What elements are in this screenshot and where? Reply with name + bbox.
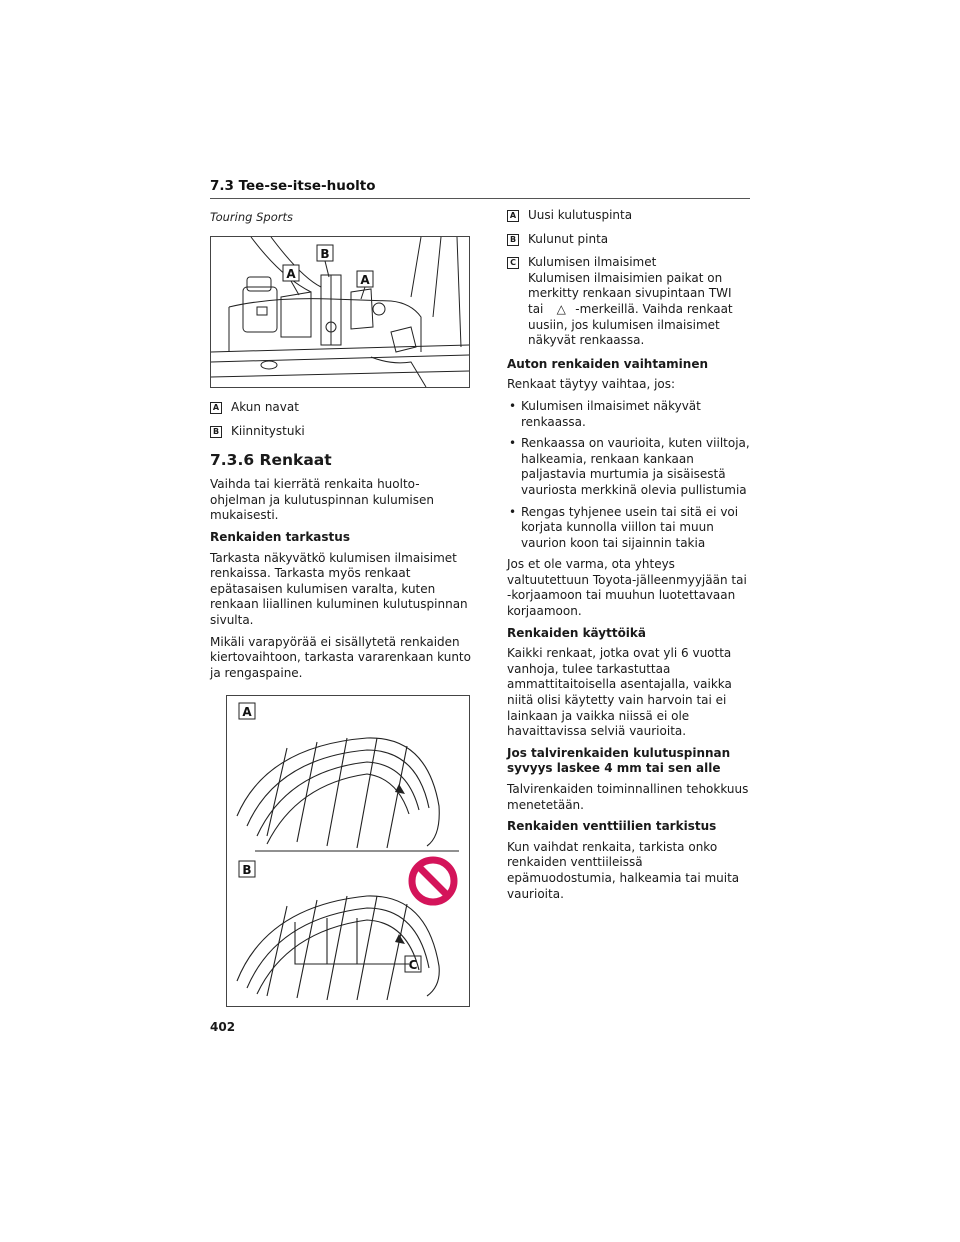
indicators-line1: Kulumisen ilmaisimet	[528, 255, 657, 270]
engine-bay-drawing	[211, 237, 469, 387]
legend-item-new-tread	[507, 208, 752, 224]
intro-paragraph: Vaihda tai kierrätä renkaita huolto-ohjelman ja kulutuspinnan kulumisen mukaisesti.	[210, 477, 434, 523]
legend-text-b: Kiinnitystuki	[231, 423, 305, 438]
legend-text-worn: Kulunut pinta	[528, 231, 609, 246]
legend-key-b: B	[210, 426, 222, 438]
indicators-line2: Kulumisen ilmaisimien paikat on merkitty renkaan sivupintaan TWI	[528, 270, 732, 301]
section-header: 7.3 Tee-se-itse-huolto	[210, 178, 750, 199]
tire-tread-drawing	[227, 696, 469, 1006]
section-heading: 7.3.6 Renkaat	[210, 451, 332, 470]
inspection-title: Renkaiden tarkastus	[210, 529, 350, 544]
legend-item-worn-tread	[507, 232, 752, 248]
legend-key-indicators: C	[507, 257, 519, 269]
right-column	[507, 208, 752, 908]
left-column	[210, 210, 472, 687]
fig2-label-b: B	[242, 863, 252, 877]
legend-key-new: A	[507, 210, 519, 222]
tread-illustration	[226, 695, 470, 1007]
bullet-text-1: Kulumisen ilmaisimet näkyvät renkaassa.	[521, 398, 701, 429]
fig1-label-a2: A	[360, 273, 370, 287]
bullet-item: • Rengas tyhjenee usein tai sitä ei voi korjata kunnolla viillon tai muun vaurion koon tai sijainnin takia	[507, 505, 752, 552]
legend-key-worn: B	[507, 234, 519, 246]
indicators-line3-pre: tai	[528, 301, 544, 316]
legend-text-indicators	[528, 255, 752, 349]
battery-illustration	[210, 236, 470, 388]
legend-item-b	[210, 424, 472, 440]
triangle-icon: △	[556, 301, 566, 316]
contact-paragraph: Jos et ole varma, ota yhteys valtuutettuun Toyota-jälleenmyyjään tai -korjaamoon tai muuhun luotettavaan korjaamoon.	[507, 557, 747, 619]
indicators-line3-post: -merkeillä. Vaihda renkaat uusiin, jos kulumisen ilmaisimet näkyvät renkaassa.	[528, 301, 733, 348]
fig1-label-b: B	[320, 247, 330, 261]
legend-key-a: A	[210, 402, 222, 414]
legend-item-indicators	[507, 255, 752, 349]
valve-title: Renkaiden venttiilien tarkistus	[507, 819, 717, 834]
bullet-text-2: Renkaassa on vaurioita, kuten viiltoja, halkeamia, renkaan kankaan paljastavia murtumia ja sisäisestä vauriosta merkkinä olevia pullistumia	[521, 436, 750, 497]
change-title: Auton renkaiden vaihtaminen	[507, 356, 709, 371]
winter-title: Jos talvirenkaiden kulutuspinnan syvyys laskee 4 mm tai sen alle	[507, 745, 731, 776]
age-paragraph: Kaikki renkaat, jotka ovat yli 6 vuotta vanhoja, tulee tarkastuttaa ammattitaitoisella asentajalla, vaikka niitä olisi käytetty vain harvoin tai ei lainkaan ja vaikka niissä ei ole havaittavissa selviä vaurioita.	[507, 646, 732, 739]
bullet-text-3: Rengas tyhjenee usein tai sitä ei voi korjata kunnolla viillon tai muun vaurion koon tai sijainnin takia	[521, 504, 739, 550]
legend-text-new: Uusi kulutuspinta	[528, 208, 633, 222]
fig1-label-a1: A	[286, 267, 296, 281]
fig2-label-c: C	[408, 958, 418, 972]
page-number: 402	[210, 1020, 236, 1034]
change-intro: Renkaat täytyy vaihtaa, jos:	[507, 377, 676, 392]
winter-paragraph: Talvirenkaiden toiminnallinen tehokkuus menetetään.	[507, 782, 749, 812]
prohibited-icon	[412, 860, 454, 902]
fig2-label-a: A	[242, 705, 252, 719]
age-title: Renkaiden käyttöikä	[507, 625, 647, 640]
legend-text-a: Akun navat	[231, 400, 299, 414]
valve-paragraph: Kun vaihdat renkaita, tarkista onko renkaiden venttiileissä epämuodostumia, halkeamia tai muita vaurioita.	[507, 839, 740, 901]
inspection-paragraph: Tarkasta näkyvätkö kulumisen ilmaisimet renkaissa. Tarkasta myös renkaat epätasaisen kulumisen varalta, kuten renkaan liiallinen kuluminen kulutuspinnan sivulta.	[210, 550, 468, 627]
bullet-item: • Renkaassa on vaurioita, kuten viiltoja, halkeamia, renkaan kankaan paljastavia murtumia ja sisäisestä vauriosta merkkinä olevia pullistumia	[507, 436, 752, 498]
figure-caption: Touring Sports	[210, 210, 293, 224]
spare-tire-paragraph: Mikäli varapyörää ei sisällytetä renkaiden kiertovaihtoon, tarkasta vararenkaan kunto ja rengaspaine.	[210, 634, 471, 680]
legend-item-a	[210, 400, 472, 416]
bullet-item: • Kulumisen ilmaisimet näkyvät renkaassa.	[507, 399, 752, 430]
